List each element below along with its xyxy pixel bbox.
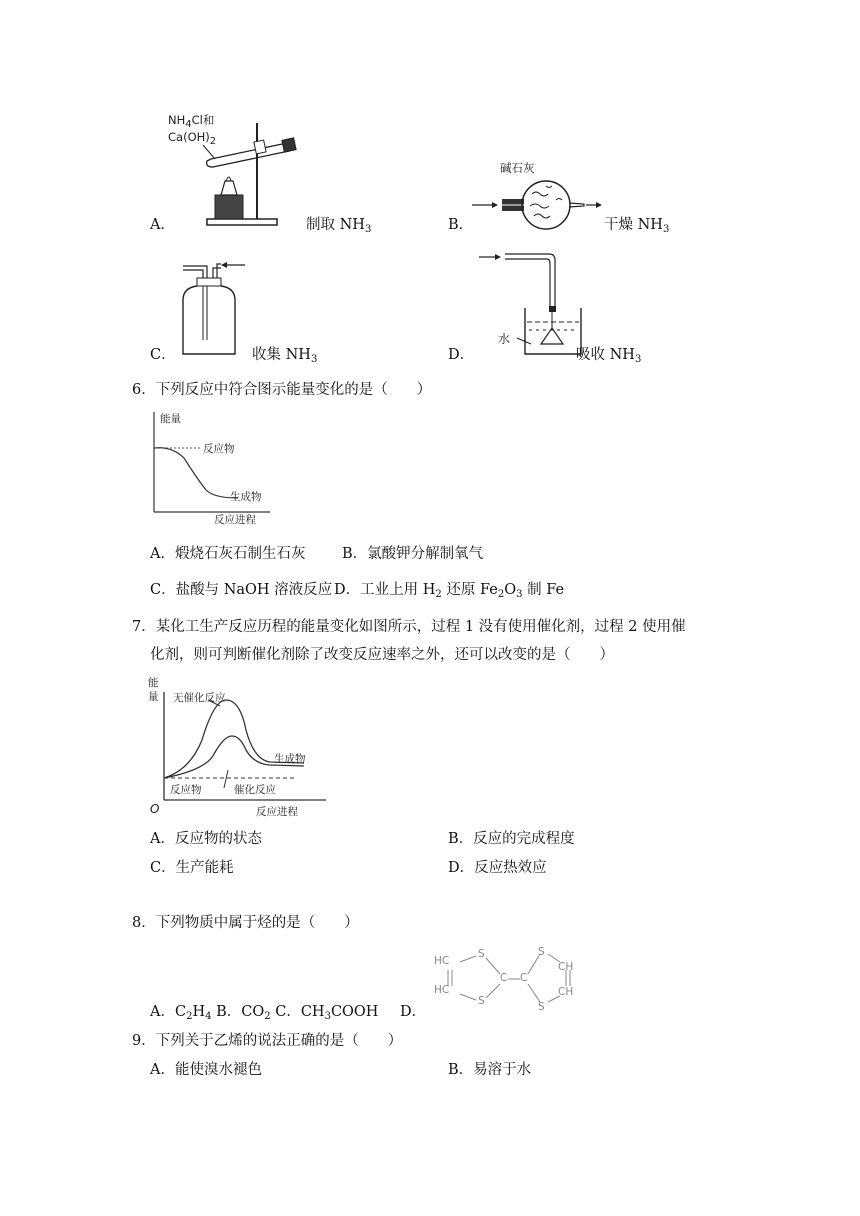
q7-stem-line2: 化剂，则可判断催化剂除了改变反应速率之外，还可以改变的是（ ） [150, 647, 614, 663]
q7-stem-line1: 7．某化工生产反应历程的能量变化如图所示，过程 1 没有使用催化剂，过程 2 使用催 [132, 619, 686, 635]
q7-reactant-label: 反应物 [170, 784, 202, 796]
q8-struct-c1: C [500, 972, 508, 984]
q8-struct-hc2: HC [434, 984, 450, 996]
q7-origin-label: O [150, 802, 160, 816]
q6-reactant-label: 反应物 [203, 443, 235, 455]
q7-xaxis-label: 反应进程 [256, 806, 298, 818]
q6-option-a: A．煅烧石灰石制生石灰 [150, 546, 306, 562]
q5-option-c-caption: 收集 $NH_3$ [252, 347, 318, 365]
apparatus-a-drawing [195, 115, 305, 230]
q8-struct-ch2: CH [558, 986, 574, 998]
q9-option-a: A．能使溴水褪色 [150, 1062, 262, 1078]
q8-struct-s2: S [478, 995, 485, 1007]
apparatus-d-label: 水 [498, 332, 511, 346]
q7-uncatalyzed-label: 无催化反应 [173, 692, 226, 704]
q7-option-b: B．反应的完成程度 [448, 831, 575, 847]
q7-product-label: 生成物 [274, 753, 306, 765]
q8-option-d: D． [400, 1004, 427, 1020]
q6-energy-diagram [148, 410, 278, 530]
q6-option-b: B．氯酸钾分解制氧气 [342, 546, 484, 562]
apparatus-a-label-line2: $Ca(OH)_2$ [168, 130, 217, 147]
q8-struct-s4: S [538, 1001, 545, 1013]
q6-xaxis-label: 反应进程 [214, 514, 256, 526]
q7-yaxis-label-2: 量 [148, 691, 159, 703]
apparatus-d-drawing [475, 250, 575, 360]
q8-option-a-b-c: A．$C_2H_4$ B．$CO_2$ C．$CH_3COOH$ [150, 1004, 379, 1022]
apparatus-c-drawing [175, 258, 250, 358]
q5-option-a-caption: 制取 $NH_3$ [306, 217, 372, 235]
q7-option-d: D．反应热效应 [448, 860, 547, 876]
q8-struct-c2: C [520, 972, 528, 984]
q6-option-c: C．盐酸与 NaOH 溶液反应 [150, 582, 333, 598]
q5-option-d-caption: 吸收 $NH_3$ [576, 347, 642, 365]
q6-option-d: D．工业上用 $H_2$ 还原 $Fe_2O_3$ 制 Fe [334, 582, 565, 600]
q5-option-d-letter: D． [448, 347, 475, 363]
q7-option-a: A．反应物的状态 [150, 831, 262, 847]
q5-option-a-letter: A． [150, 217, 175, 233]
apparatus-b-drawing [472, 172, 602, 238]
q6-product-label: 生成物 [230, 491, 262, 503]
q7-yaxis-label-1: 能 [148, 677, 159, 689]
q8-struct-hc1: HC [434, 955, 450, 967]
q6-stem: 6．下列反应中符合图示能量变化的是（ ） [132, 382, 432, 398]
q8-stem: 8．下列物质中属于烃的是（ ） [132, 915, 359, 931]
q5-option-b-letter: B． [448, 217, 474, 233]
q8-struct-ch1: CH [558, 961, 574, 973]
q9-stem: 9．下列关于乙烯的说法正确的是（ ） [132, 1033, 403, 1049]
q8-struct-s1: S [478, 948, 485, 960]
apparatus-a-label-line1: $NH_4Cl$和 [168, 113, 215, 130]
q8-structure-drawing [430, 940, 590, 1020]
apparatus-b-label: 碱石灰 [500, 161, 535, 175]
q7-catalyzed-label: 催化反应 [234, 784, 276, 796]
q5-option-c-letter: C． [150, 347, 176, 363]
q7-option-c: C．生产能耗 [150, 860, 234, 876]
q9-option-b: B．易溶于水 [448, 1062, 532, 1078]
q8-struct-s3: S [538, 946, 545, 958]
q6-yaxis-label: 能量 [160, 413, 181, 425]
q5-option-b-caption: 干燥 $NH_3$ [604, 217, 670, 235]
